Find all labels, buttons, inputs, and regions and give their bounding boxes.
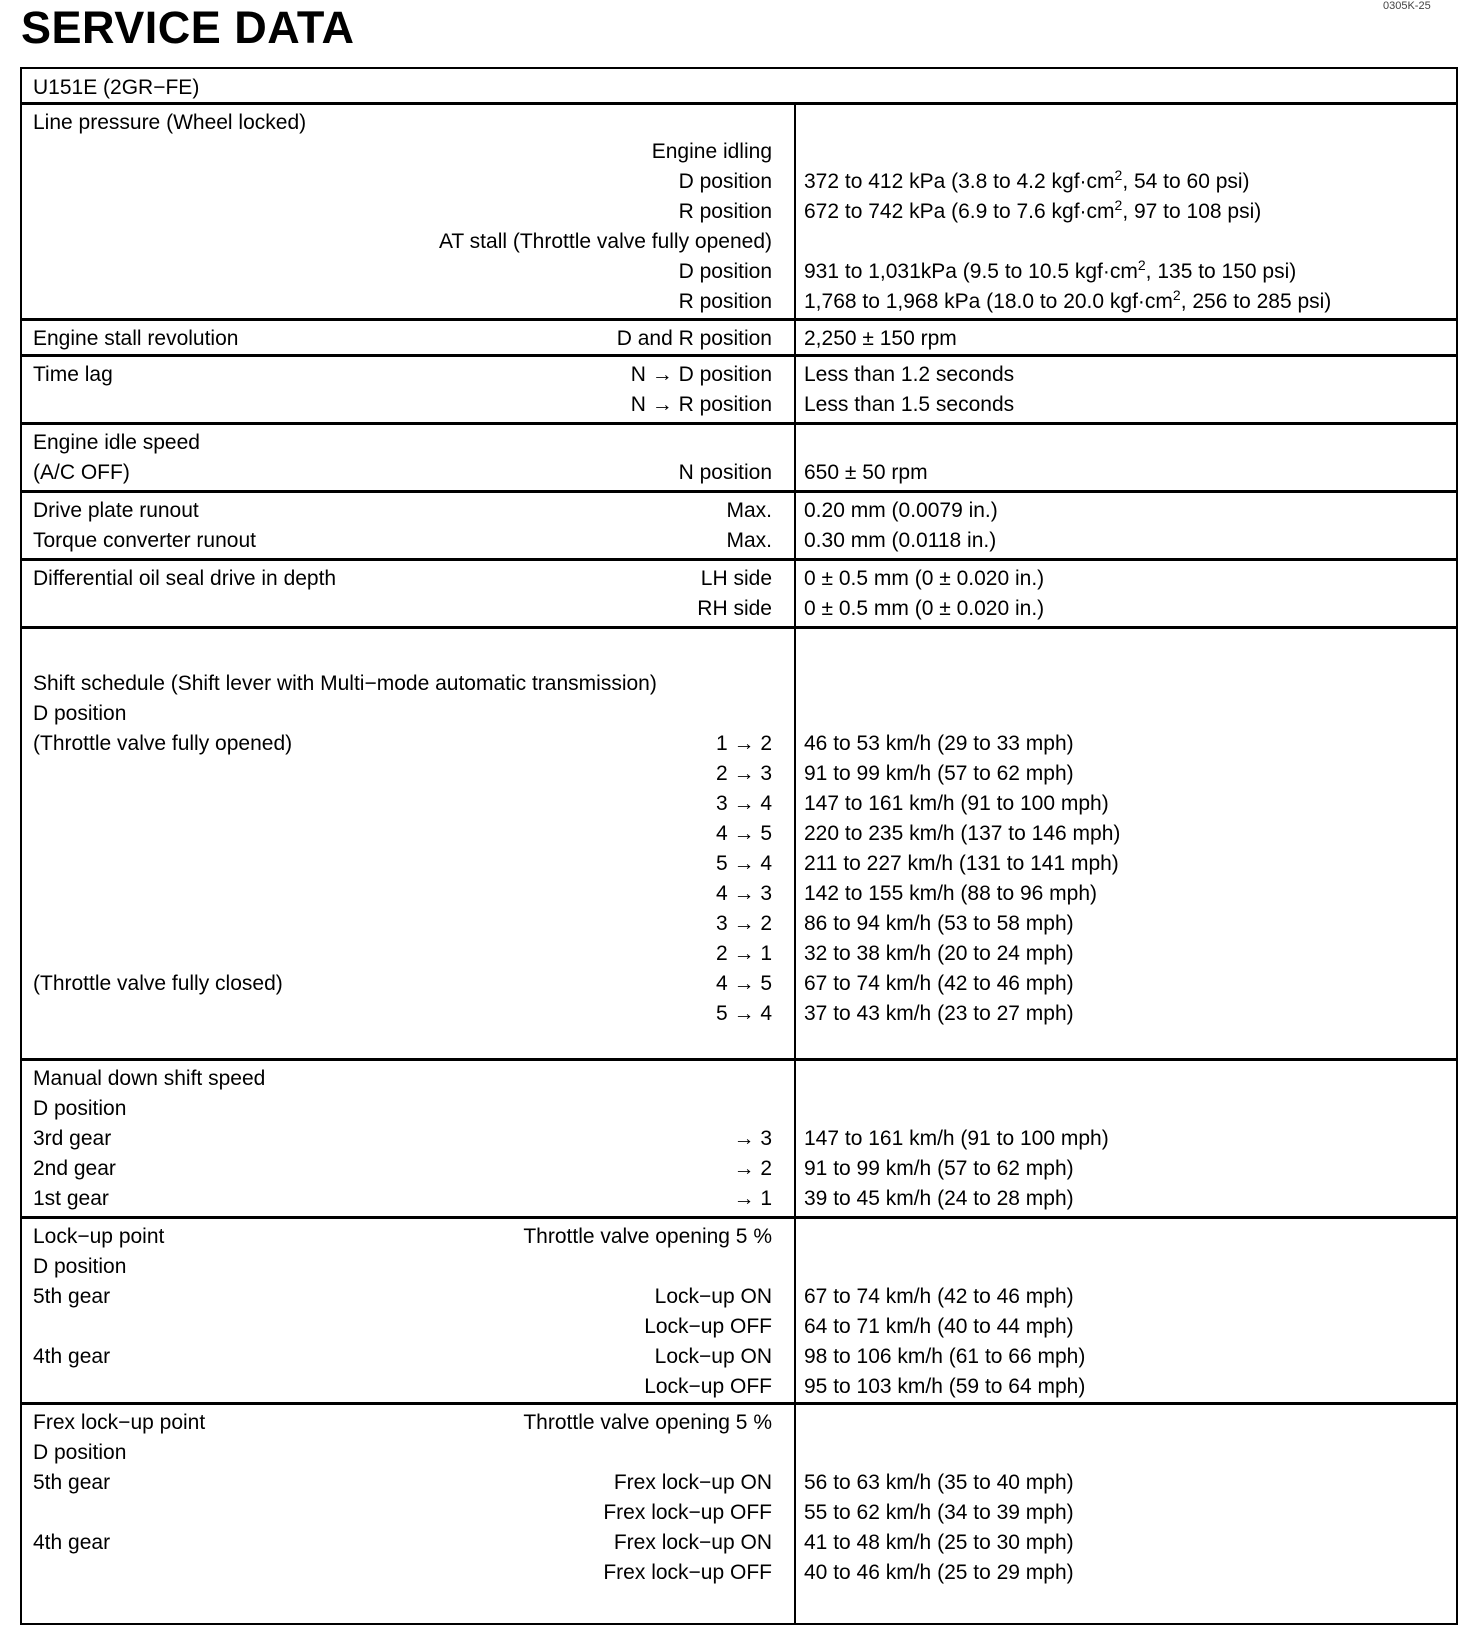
row-gear: 3rd gear (33, 1127, 112, 1150)
row-value: 95 to 103 km/h (59 to 64 mph) (804, 1375, 1086, 1398)
table-row (22, 969, 1456, 999)
row-value: 1,768 to 1,968 kPa (18.0 to 20.0 $kgf\cdot cm^2$, 256 to 285 psi) (804, 287, 1332, 313)
row-value: 64 to 71 km/h (40 to 44 mph) (804, 1315, 1074, 1338)
row-condition: AT stall (Throttle valve fully opened) (438, 230, 772, 253)
table-row (22, 999, 1456, 1029)
row-condition: 5 → 4 (715, 1002, 772, 1025)
row-condition: Lock−up OFF (644, 1375, 772, 1398)
row-value: 86 to 94 km/h (53 to 58 mph) (804, 912, 1074, 935)
row-subtitle: (A/C OFF) (33, 461, 130, 484)
section-engine-stall (22, 321, 1456, 357)
section-oil-seal (22, 561, 1456, 629)
row-condition: Throttle valve opening 5 % (523, 1411, 772, 1434)
row-condition: 4 → 5 (715, 972, 772, 995)
row-condition: Throttle valve opening 5 % (523, 1225, 772, 1248)
table-row (22, 1408, 1456, 1438)
row-value: 67 to 74 km/h (42 to 46 mph) (804, 972, 1074, 995)
row-subtitle: D position (33, 1255, 127, 1278)
row-value: 32 to 38 km/h (20 to 24 mph) (804, 942, 1074, 965)
row-value: 147 to 161 km/h (91 to 100 mph) (804, 1127, 1109, 1150)
table-row (22, 819, 1456, 849)
row-condition: → 1 (733, 1187, 772, 1210)
row-condition: LH side (700, 567, 772, 590)
section-runout (22, 493, 1456, 561)
row-value: 650 ± 50 rpm (804, 461, 928, 484)
section-time-lag (22, 357, 1456, 425)
table-row (22, 496, 1456, 526)
row-title: Lock−up point (33, 1225, 165, 1248)
row-subtitle: (Throttle valve fully closed) (33, 972, 283, 995)
table-row (22, 939, 1456, 969)
table-row (22, 1558, 1456, 1588)
row-condition: D and R position (616, 327, 772, 350)
section-frex-lockup-point (22, 1405, 1456, 1623)
table-row (22, 137, 1456, 167)
table-row (22, 564, 1456, 594)
model-label: U151E (2GR−FE) (33, 76, 200, 99)
table-row (22, 1094, 1456, 1124)
section-shift-schedule (22, 629, 1456, 1061)
row-value: 0 ± 0.5 mm (0 ± 0.020 in.) (804, 567, 1045, 590)
row-condition: R position (678, 290, 772, 313)
service-data-table (20, 67, 1458, 1625)
row-condition: Frex lock−up OFF (603, 1561, 772, 1584)
row-title: Engine idle speed (33, 431, 200, 454)
row-value: 211 to 227 km/h (131 to 141 mph) (804, 852, 1119, 875)
row-condition: D position (678, 260, 772, 283)
table-row (22, 287, 1456, 317)
table-row (22, 390, 1456, 420)
row-condition: R position (678, 200, 772, 223)
table-row (22, 759, 1456, 789)
row-condition: Frex lock−up OFF (603, 1501, 772, 1524)
row-title: Frex lock−up point (33, 1411, 206, 1434)
row-gear: 5th gear (33, 1471, 111, 1494)
row-condition: → 3 (733, 1127, 772, 1150)
row-value: 0.30 mm (0.0118 in.) (804, 529, 997, 552)
row-condition: 3 → 4 (715, 792, 772, 815)
row-value: 91 to 99 km/h (57 to 62 mph) (804, 1157, 1074, 1180)
row-condition: 2 → 3 (715, 762, 772, 785)
row-subtitle: D position (33, 1441, 127, 1464)
row-condition: N position (678, 461, 772, 484)
table-row (22, 428, 1456, 458)
row-condition: Engine idling (651, 140, 772, 163)
row-value: 91 to 99 km/h (57 to 62 mph) (804, 762, 1074, 785)
row-condition: Lock−up OFF (644, 1315, 772, 1338)
row-condition: Max. (726, 499, 772, 522)
table-row (22, 257, 1456, 287)
table-row (22, 729, 1456, 759)
table-row (22, 526, 1456, 556)
table-row (22, 227, 1456, 257)
row-condition: N → D position (630, 363, 772, 386)
section-manual-down-shift (22, 1061, 1456, 1219)
table-row (22, 1498, 1456, 1528)
row-title: Differential oil seal drive in depth (33, 567, 337, 590)
table-row (22, 789, 1456, 819)
table-row (22, 197, 1456, 227)
row-condition: 1 → 2 (715, 732, 772, 755)
row-value: 37 to 43 km/h (23 to 27 mph) (804, 1002, 1074, 1025)
row-value: 40 to 46 km/h (25 to 29 mph) (804, 1561, 1074, 1584)
row-value: 0.20 mm (0.0079 in.) (804, 499, 998, 522)
row-condition: Lock−up ON (654, 1345, 772, 1368)
table-row (22, 1282, 1456, 1312)
row-value: Less than 1.5 seconds (804, 393, 1015, 416)
table-row (22, 699, 1456, 729)
table-row (22, 458, 1456, 488)
row-value: 46 to 53 km/h (29 to 33 mph) (804, 732, 1074, 755)
row-value: 41 to 48 km/h (25 to 30 mph) (804, 1531, 1074, 1554)
table-row (22, 167, 1456, 197)
section-lockup-point (22, 1219, 1456, 1405)
row-value: 372 to 412 kPa (3.8 to 4.2 $kgf\cdot cm^2$, 54 to 60 psi) (804, 167, 1250, 193)
row-value: 2,250 ± 150 rpm (804, 327, 957, 350)
row-title: Time lag (33, 363, 113, 386)
row-condition: Max. (726, 529, 772, 552)
row-value: 39 to 45 km/h (24 to 28 mph) (804, 1187, 1074, 1210)
row-value: 56 to 63 km/h (35 to 40 mph) (804, 1471, 1074, 1494)
section-line-pressure (22, 105, 1456, 321)
table-row (22, 1064, 1456, 1094)
table-row (22, 1372, 1456, 1402)
row-gear: 4th gear (33, 1531, 111, 1554)
row-title: Engine stall revolution (33, 327, 239, 350)
row-title: Shift schedule (Shift lever with Multi−mode automatic transmission) (33, 672, 657, 695)
row-condition: 4 → 3 (715, 882, 772, 905)
row-value: 98 to 106 km/h (61 to 66 mph) (804, 1345, 1086, 1368)
row-condition: N → R position (630, 393, 772, 416)
table-header-row (22, 69, 1456, 105)
row-value: Less than 1.2 seconds (804, 363, 1015, 386)
row-value: 672 to 742 kPa (6.9 to 7.6 $kgf\cdot cm^2$, 97 to 108 psi) (804, 197, 1262, 223)
row-condition: Frex lock−up ON (613, 1531, 772, 1554)
table-row (22, 1438, 1456, 1468)
table-row (22, 1154, 1456, 1184)
row-condition: → 2 (733, 1157, 772, 1180)
row-condition: 5 → 4 (715, 852, 772, 875)
table-row (22, 1468, 1456, 1498)
table-row (22, 909, 1456, 939)
row-condition: D position (678, 170, 772, 193)
table-row (22, 879, 1456, 909)
section-idle-speed (22, 425, 1456, 493)
table-row (22, 1222, 1456, 1252)
row-title: Line pressure (Wheel locked) (33, 111, 307, 134)
page-title: SERVICE DATA (21, 2, 355, 53)
table-row (22, 108, 1456, 138)
row-value: 55 to 62 km/h (34 to 39 mph) (804, 1501, 1074, 1524)
table-row (22, 849, 1456, 879)
row-title: Torque converter runout (33, 529, 256, 552)
row-condition: 2 → 1 (715, 942, 772, 965)
row-value: 220 to 235 km/h (137 to 146 mph) (804, 822, 1121, 845)
row-subtitle: (Throttle valve fully opened) (33, 732, 293, 755)
row-gear: 5th gear (33, 1285, 111, 1308)
row-subtitle: D position (33, 1097, 127, 1120)
row-value: 931 to 1,031kPa (9.5 to 10.5 $kgf\cdot cm^2$, 135 to 150 psi) (804, 257, 1297, 283)
row-condition: Lock−up ON (654, 1285, 772, 1308)
row-title: Manual down shift speed (33, 1067, 266, 1090)
table-row (22, 1342, 1456, 1372)
document-code: 0305K-25 (1383, 0, 1431, 12)
table-row (22, 360, 1456, 390)
row-subtitle: D position (33, 702, 127, 725)
row-value: 67 to 74 km/h (42 to 46 mph) (804, 1285, 1074, 1308)
table-row (22, 1124, 1456, 1154)
row-condition: Frex lock−up ON (613, 1471, 772, 1494)
row-value: 0 ± 0.5 mm (0 ± 0.020 in.) (804, 597, 1045, 620)
row-gear: 4th gear (33, 1345, 111, 1368)
row-value: 142 to 155 km/h (88 to 96 mph) (804, 882, 1098, 905)
table-row (22, 1312, 1456, 1342)
table-row (22, 1252, 1456, 1282)
row-gear: 1st gear (33, 1187, 109, 1210)
row-condition: 3 → 2 (715, 912, 772, 935)
row-gear: 2nd gear (33, 1157, 116, 1180)
row-condition: RH side (697, 597, 772, 620)
table-row (22, 1528, 1456, 1558)
table-row (22, 594, 1456, 624)
row-title: Drive plate runout (33, 499, 199, 522)
row-condition: 4 → 5 (715, 822, 772, 845)
row-value: 147 to 161 km/h (91 to 100 mph) (804, 792, 1109, 815)
table-row (22, 324, 1456, 354)
table-row (22, 1184, 1456, 1214)
table-row (22, 669, 1456, 699)
